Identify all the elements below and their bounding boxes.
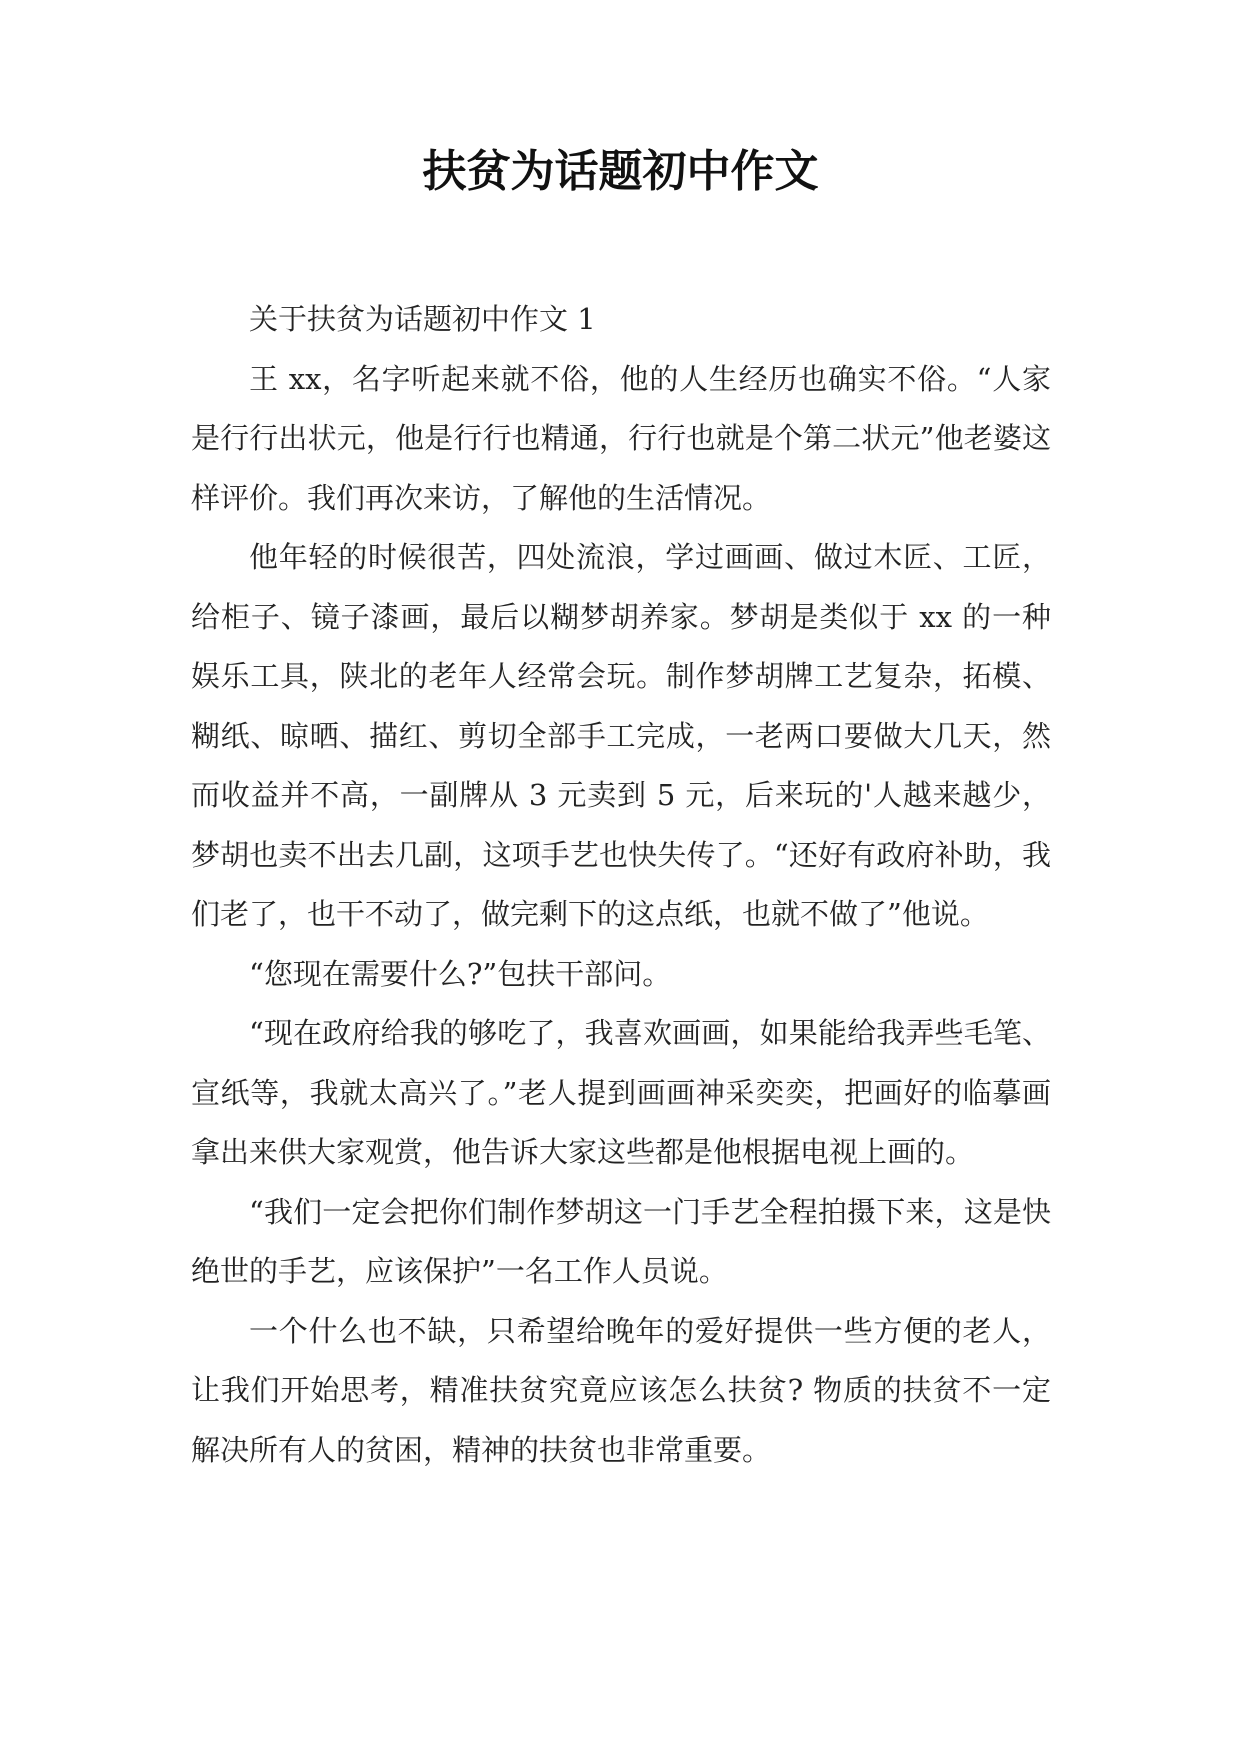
section-heading: 关于扶贫为话题初中作文 1 [249, 302, 596, 336]
paragraph: “现在政府给我的够吃了，我喜欢画画，如果能给我弄些毛笔、宣纸等，我就太高兴了。”老人提到画画神采奕奕，把画好的临摹画拿出来供大家观赏，他告诉大家这些都是他根据电视上画的。 [191, 1016, 1051, 1169]
paragraph: “我们一定会把你们制作梦胡这一门手艺全程拍摄下来，这是快绝世的手艺，应该保护”一名工作人员说。 [191, 1194, 1051, 1288]
paragraph: 一个什么也不缺，只希望给晚年的爱好提供一些方便的老人，让我们开始思考，精准扶贫究竟应该怎么扶贫? 物质的扶贫不一定解决所有人的贫困，精神的扶贫也非常重要。 [191, 1313, 1051, 1467]
paragraph: “您现在需要什么?”包扶干部问。 [249, 956, 672, 991]
paragraph: 他年轻的时候很苦，四处流浪，学过画画、做过木匠、工匠，给柜子、镜子漆画，最后以糊梦胡养家。梦胡是类似于 xx 的一种娱乐工具，陕北的老年人经常会玩。制作梦胡牌工艺复杂，拓模、糊纸、晾晒、描红、剪切全部手工完成，一老两口要做大几天，然而收益并不高，一副牌从 3 元卖到 5 元，后来玩的'人越来越少，梦胡也卖不出去几副，这项手艺也快失传了。“还好有政府补助，我们老了，也干不动了，做完剩下的这点纸，也就不做了”他说。 [191, 540, 1051, 931]
document-body [191, 290, 1051, 1480]
paragraph: 王 xx，名字听起来就不俗，他的人生经历也确实不俗。“人家是行行出状元，他是行行也精通，行行也就是个第二状元”他老婆这样评价。我们再次来访，了解他的生活情况。 [191, 361, 1051, 515]
document-title: 扶贫为话题初中作文 [422, 146, 819, 197]
